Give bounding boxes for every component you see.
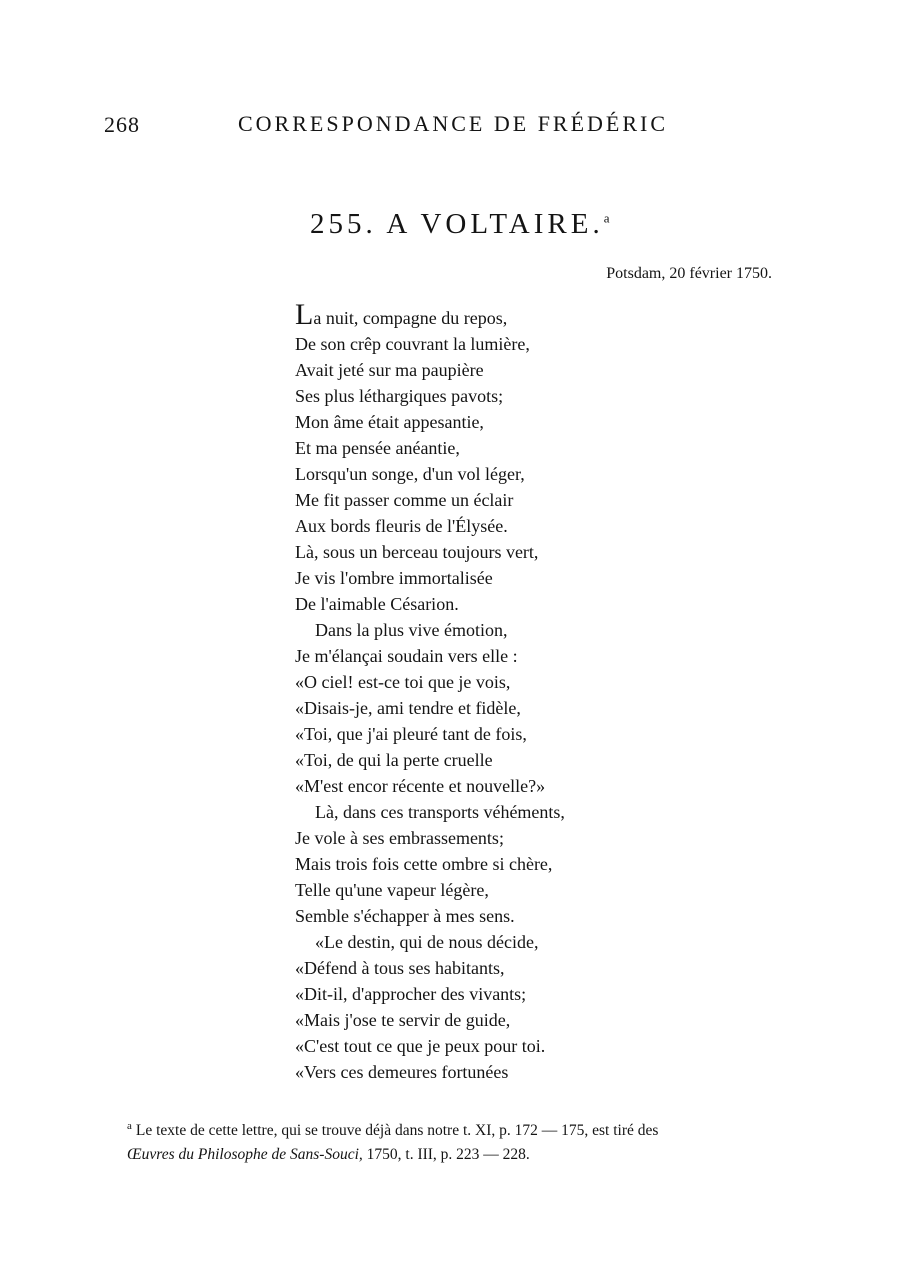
letter-title-text: 255. A VOLTAIRE. — [310, 208, 604, 240]
verse-line: Mon âme était appesantie, — [295, 412, 484, 432]
verse-line: Là, sous un berceau toujours vert, — [295, 542, 539, 562]
verse-line: Je m'élançai soudain vers elle : — [295, 646, 518, 666]
verse-line: Là, dans ces transports véhéments, — [315, 802, 565, 822]
verse-line: Aux bords fleuris de l'Élysée. — [295, 516, 508, 536]
verse-line: Lorsqu'un songe, d'un vol léger, — [295, 464, 525, 484]
letter-title — [310, 208, 610, 241]
verse-line: «C'est tout ce que je peux pour toi. — [295, 1036, 546, 1056]
verse-line: «Défend à tous ses habitants, — [295, 958, 505, 978]
dateline: Potsdam, 20 février 1750. — [606, 265, 772, 282]
title-footnote-mark: a — [603, 210, 610, 226]
verse-line: De son crêp couvrant la lumière, — [295, 334, 530, 354]
verse-line: «Dit-il, d'approcher des vivants; — [295, 984, 527, 1004]
verse-line: Me fit passer comme un éclair — [295, 490, 514, 510]
verse-line: Avait jeté sur ma paupière — [295, 360, 484, 380]
verse-line: Je vole à ses embrassements; — [295, 828, 504, 848]
verse-line: Semble s'échapper à mes sens. — [295, 906, 515, 926]
verse-line: Et ma pensée anéantie, — [295, 438, 460, 458]
verse-line: «M'est encor récente et nouvelle?» — [295, 776, 546, 796]
verse-line: De l'aimable Césarion. — [295, 594, 459, 614]
verse-line: «Toi, de qui la perte cruelle — [295, 750, 493, 770]
verse-line: «Mais j'ose te servir de guide, — [295, 1010, 511, 1030]
footnote — [127, 1114, 817, 1167]
poem — [295, 298, 715, 1085]
verse-line: «Le destin, qui de nous décide, — [315, 932, 539, 952]
running-title: CORRESPONDANCE DE FRÉDÉRIC — [238, 111, 669, 136]
verse-line: «Vers ces demeures fortunées — [295, 1062, 509, 1082]
verse-line: Mais trois fois cette ombre si chère, — [295, 854, 553, 874]
footnote-text: Le texte de cette lettre, qui se trouve déjà dans notre t. XI, p. 172 — 175, est tiré des — [135, 1122, 659, 1140]
verse-line: Je vis l'ombre immortalisée — [295, 568, 493, 588]
verse-line: «O ciel! est-ce toi que je vois, — [295, 672, 511, 692]
verse-line: «Toi, que j'ai pleuré tant de fois, — [295, 724, 527, 744]
footnote-mark: a — [127, 1120, 132, 1132]
verse-line: Telle qu'une vapeur légère, — [295, 880, 489, 900]
verse-line: «Disais-je, ami tendre et fidèle, — [295, 698, 521, 718]
footnote-work-title: Œuvres du Philosophe de Sans-Souci, — [127, 1146, 363, 1164]
verse-line: Dans la plus vive émotion, — [315, 620, 508, 640]
footnote-line-2 — [127, 1143, 817, 1167]
verse-line: Ses plus léthargiques pavots; — [295, 386, 504, 406]
page-number: 268 — [104, 112, 140, 137]
footnote-citation: 1750, t. III, p. 223 — 228. — [362, 1146, 530, 1164]
drop-cap: L — [295, 298, 314, 331]
verse-line: La nuit, compagne du repos, — [295, 298, 508, 331]
